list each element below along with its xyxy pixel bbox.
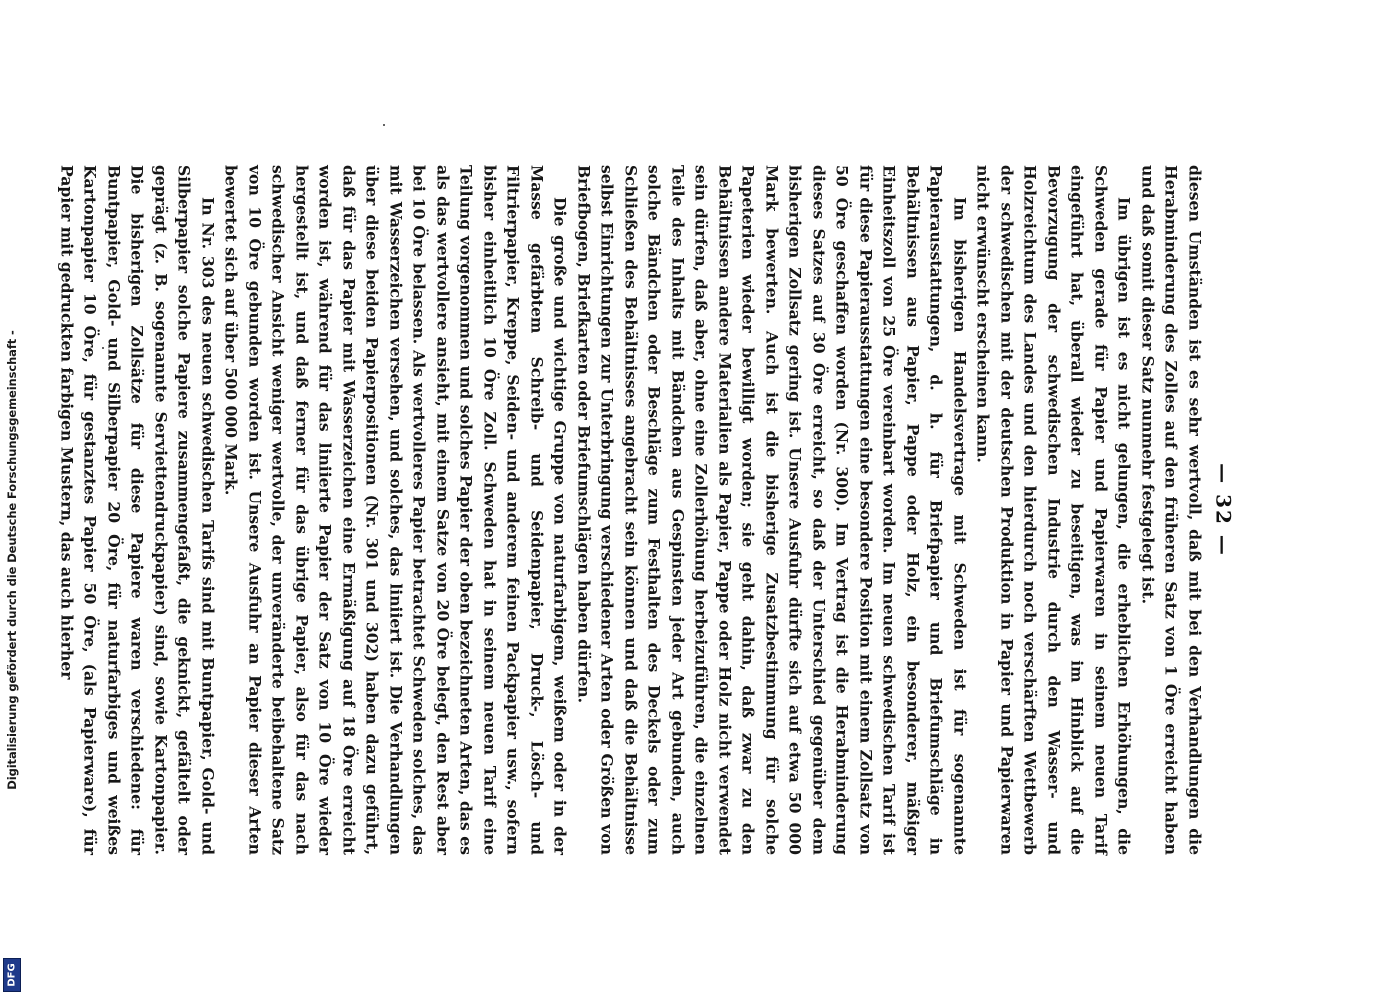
dfg-logo-text: DFG — [6, 963, 18, 987]
paragraph: Im übrigen ist es nicht gelungen, die erheblichen Erhöhungen, die Schweden gerade für Papier und Papierwaren in seinem neuen Tarif eingeführt hat, überall wieder zu beseitigen, was im Hinblick auf die Bevorzugung der schwedischen Industrie durch den Wasser- und Holzreichtum des Landes und den hierdurch noch verschärften Wettbewerb der schwedischen mit der deutschen Produktion in Papier und Papierwaren nicht erwünscht erscheinen kann. — [973, 165, 1134, 855]
dfg-logo — [3, 958, 21, 992]
scan-speck — [383, 124, 385, 126]
paragraph: Im bisherigen Handelsvertrage mit Schweden ist für sogenannte Papierausstattungen, d. h. für Briefpapier und Briefumschläge in Behältnissen aus Papier, Pappe oder Holz, ein besonderer, mäßiger Einheitszoll von 25 Öre vereinbart worden. Im neuen schwedischen Tarif ist für diese Papierausstattungen eine besondere Position mit einem Zollsatz von 50 Öre geschaffen worden (Nr. 300). Im Vertrag ist die Herabminderung dieses Satzes auf 30 Öre erreicht, so daß der Unterschied gegenüber dem bisherigen Zollsatz gering ist. Unsere Ausfuhr dürfte sich auf etwa 50 000 Mark bewerten. Auch ist die bisherige Zusatzbestimmung für solche Papeterien wieder bewilligt worden; sie geht dahin, daß zwar zu den Behältnissen andere Materialien als Papier, Pappe oder Holz nicht verwendet sein dürfen, daß aber, ohne eine Zollerhöhung herbeizuführen, die einzelnen Teile des Inhalts mit Bändchen aus Gespinsten jeder Art gebunden, auch solche Bändchen oder Beschläge zum Festhalten des Deckels oder zum Schließen des Behältnisses angebracht sein können und daß die Behältnisse selbst Einrichtungen zur Unterbringung verschiedener Arten oder Größen von Briefbogen, Briefkarten oder Briefumschlägen haben dürfen. — [574, 165, 969, 855]
paragraph: diesen Umständen ist es sehr wertvoll, daß mit bei den Verhandlungen die Herabminderung des Zolles auf den früheren Satz von 1 Öre erreicht haben und daß somit dieser Satz nunmehr festgelegt ist. — [1138, 165, 1204, 855]
page-body-text — [55, 165, 1207, 855]
paragraph: In Nr. 303 des neuen schwedischen Tarifs sind mit Buntpapier, Gold- und Silberpapier solche Papiere zusammengefaßt, die geknickt, gefältelt oder geprägt (z. B. sogenannte Serviettendruckpapier) sind, sowie Kartonpapier. Die bisherigen Zollsätze für diese Papiere waren verschiedene: für Buntpapier, Gold- und Silberpapier 20 Öre, für naturfarbiges und weißes Kartonpapier 10 Öre, für gestanztes Papier 50 Öre, (als Papierware), für Papier mit gedruckten farbigen Mustern, das auch hierher — [57, 165, 217, 855]
scan-speck — [102, 347, 104, 349]
digitization-credit: Digitalisierung gefördert durch die Deutsche Forschungsgemeinschaft - — [5, 330, 19, 790]
scanned-page — [57, 165, 1240, 855]
paragraph: Die große und wichtige Gruppe von naturfarbigem, weißem oder in der Masse gefärbtem Schreib- und Seidenpapier, Druck-, Lösch- und Filtrierpapier, Kreppe, Seiden- und anderem feinen Packpapier usw., sofern bisher einheitlich 10 Öre Zoll. Schweden hat in seinem neuen Tarif eine Teilung vorgenommen und solches Papier der oben bezeichneten Arten, das es als das wertvollere ansieht, mit einem Satze von 20 Öre belegt, den Rest aber bei 10 Öre belassen. Als wertvolleres Papier betrachtet Schweden solches, das mit Wasserzeichen versehen, und solches, das liniiert ist. Die Verhandlungen über diese beiden Papierpositionen (Nr. 301 und 302) haben dazu geführt, daß für das Papier mit Wasserzeichen eine Ermäßigung auf 18 Öre erreicht worden ist, während für das liniierte Papier der Satz von 10 Öre wieder hergestellt ist, und daß ferner für das übrige Papier, also für das nach schwedischer Ansicht weniger wertvolle, der unveränderte beibehaltene Satz von 10 Öre gebunden worden ist. Unsere Ausfuhr an Papier dieser Arten bewertet sich auf über 500 000 Mark. — [221, 165, 570, 855]
page-number-header: — 32 — — [1211, 463, 1235, 557]
scanned-page-area — [57, 160, 1245, 860]
digitization-footer — [0, 0, 24, 1000]
